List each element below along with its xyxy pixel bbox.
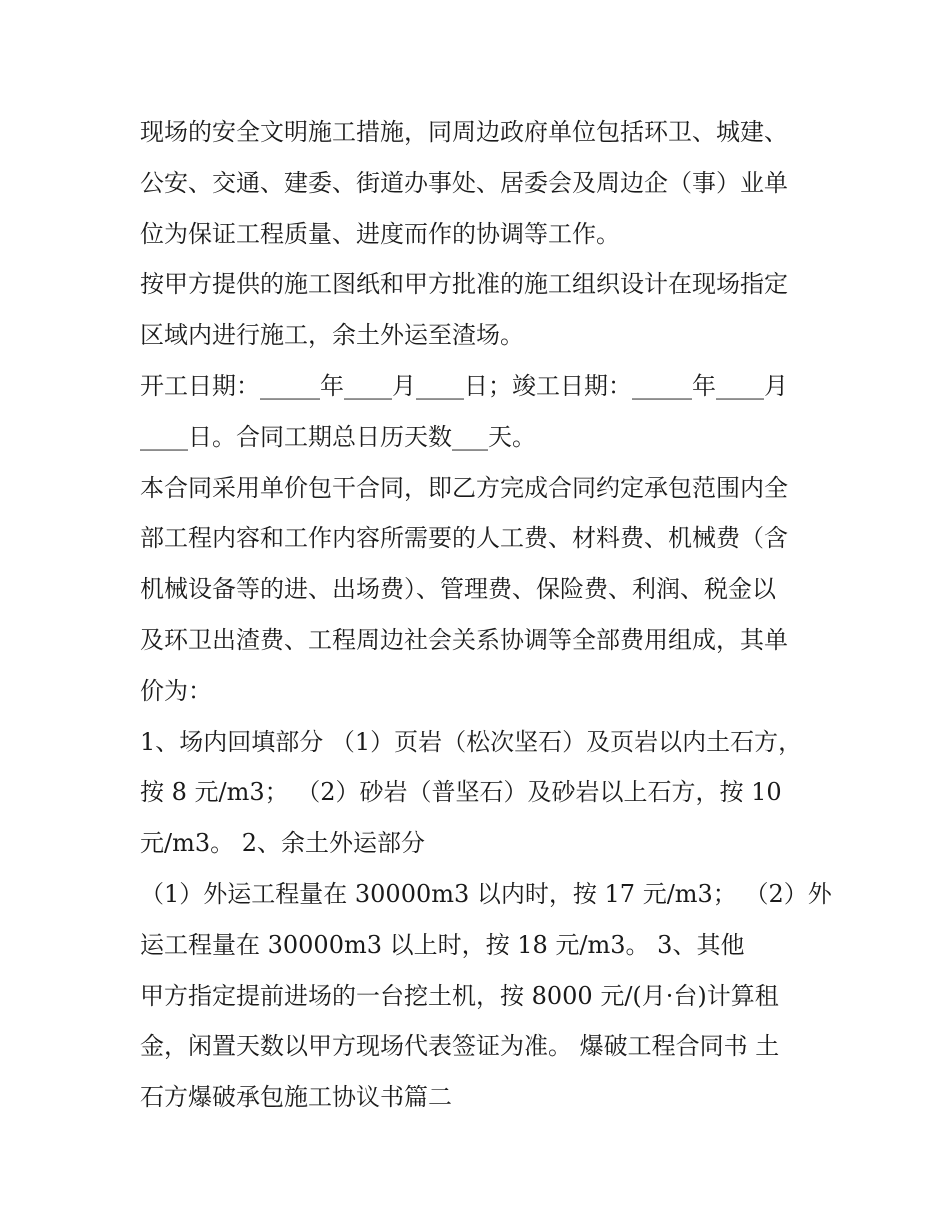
text-line: 金，闲置天数以甲方现场代表签证为准。 爆破工程合同书 土 (140, 1032, 780, 1061)
text-line: 开工日期：_____年____月____日；竣工日期：_____年____月 (140, 371, 788, 400)
text-line: 现场的安全文明施工措施，同周边政府单位包括环卫、城建、 (140, 118, 788, 146)
text-line: 石方爆破承包施工协议书篇二 (140, 1083, 452, 1112)
text-line: 及环卫出渣费、工程周边社会关系协调等全部费用组成，其单 (140, 625, 788, 654)
text-line: 按甲方提供的施工图纸和甲方批准的施工组织设计在现场指定 (140, 270, 788, 299)
text-line: 位为保证工程质量、进度而作的协调等工作。 (140, 219, 620, 248)
text-line: 1、场内回填部分 （1）页岩（松次坚石）及页岩以内土石方， (140, 727, 803, 756)
document-body (140, 107, 830, 1123)
text-line: （1）外运工程量在 30000m3 以内时，按 17 元/m3； （2）外 (140, 879, 832, 908)
text-line: 部工程内容和工作内容所需要的人工费、材料费、机械费（含 (140, 524, 788, 553)
text-line: 区域内进行施工，余土外运至渣场。 (140, 321, 524, 350)
text-line: 运工程量在 30000m3 以上时，按 18 元/m3。 3、其他 (140, 930, 745, 959)
text-line: 甲方指定提前进场的一台挖土机，按 8000 元/(月·台)计算租 (140, 981, 779, 1010)
text-line: 价为： (140, 676, 212, 705)
text-line: 机械设备等的进、出场费）、管理费、保险费、利润、税金以 (140, 575, 776, 604)
text-line: 本合同采用单价包干合同，即乙方完成合同约定承包范围内全 (140, 473, 788, 502)
text-line: 元/m3。 2、余土外运部分 (140, 829, 426, 858)
text-line: ____日。合同工期总日历天数___天。 (140, 422, 536, 451)
text-line: 按 8 元/m3； （2）砂岩（普坚石）及砂岩以上石方，按 10 (140, 778, 782, 807)
text-line: 公安、交通、建委、街道办事处、居委会及周边企（事）业单 (140, 168, 788, 197)
